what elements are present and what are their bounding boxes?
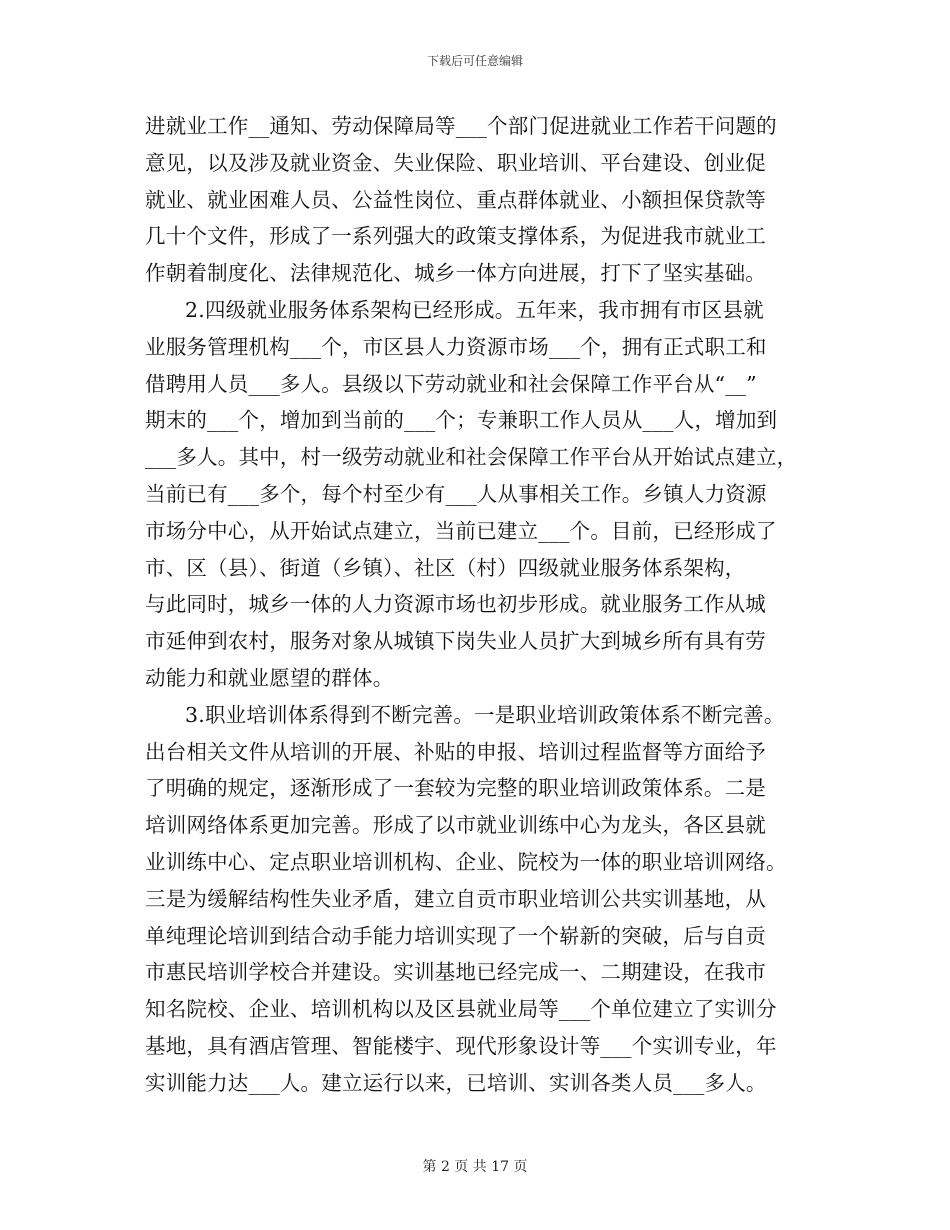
text-line: 就业、就业困难人员、公益性岗位、重点群体就业、小额担保贷款等 [145, 187, 766, 212]
text-line: ___多人。其中，村一级劳动就业和社会保障工作平台从开始试点建立， [145, 445, 798, 470]
text-line: 与此同时，城乡一体的人力资源市场也初步形成。就业服务工作从城 [145, 592, 766, 617]
header-note: 下载后可任意编辑 [426, 54, 523, 68]
text-line: 市场分中心，从开始试点建立，当前已建立___个。目前，已经形成了 [145, 518, 777, 543]
text-line: 意见，以及涉及就业资金、失业保险、职业培训、平台建设、创业促 [145, 150, 766, 175]
text-line: 三是为缓解结构性失业矛盾，建立自贡市职业培训公共实训基地，从 [145, 886, 766, 911]
paragraph-start-line: 2.四级就业服务体系架构已经形成。五年来，我市拥有市区县就 [185, 297, 764, 322]
text-line: 市、区（县）、街道（乡镇）、社区（村）四级就业服务体系架构， [145, 555, 746, 580]
page-number: 第 2 页 共 17 页 [422, 1159, 528, 1175]
text-line: 期末的___个，增加到当前的___个；专兼职工作人员从___人，增加到 [145, 408, 778, 433]
text-line: 几十个文件，形成了一系列强大的政策支撑体系，为促进我市就业工 [145, 224, 766, 249]
text-line: 当前已有___多个，每个村至少有___人从事相关工作。乡镇人力资源 [145, 481, 767, 506]
document-body [145, 108, 813, 1102]
text-line: 市延伸到农村，服务对象从城镇下岗失业人员扩大到城乡所有具有劳 [145, 629, 766, 654]
text-line: 实训能力达___人。建立运行以来，已培训、实训各类人员___多人。 [145, 1070, 767, 1095]
text-line: 动能力和就业愿望的群体。 [145, 665, 394, 690]
text-line: 出台相关文件从培训的开展、补贴的申报、培训过程监督等方面给予 [145, 739, 766, 764]
text-line: 业服务管理机构___个，市区县人力资源市场___个，拥有正式职工和 [145, 334, 767, 359]
text-line: 进就业工作__通知、劳动保障局等___个部门促进就业工作若干问题的 [145, 114, 777, 138]
text-line: 基地，具有酒店管理、智能楼宇、现代形象设计等___个实训专业，年 [145, 1033, 777, 1058]
text-line: 作朝着制度化、法律规范化、城乡一体方向进展，打下了坚实基础。 [145, 261, 766, 286]
paragraph-start-line: 3.职业培训体系得到不断完善。一是职业培训政策体系不断完善。 [185, 702, 785, 727]
text-line: 借聘用人员___多人。县级以下劳动就业和社会保障工作平台从“__” [145, 371, 757, 396]
text-line: 业训练中心、定点职业培训机构、企业、院校为一体的职业培训网络。 [145, 849, 787, 874]
text-line: 培训网络体系更加完善。形成了以市就业训练中心为龙头，各区县就 [145, 813, 766, 838]
text-line: 单纯理论培训到结合动手能力培训实现了一个崭新的突破，后与自贡 [145, 923, 766, 948]
text-line: 了明确的规定，逐渐形成了一套较为完整的职业培训政策体系。二是 [145, 776, 766, 801]
text-line: 市惠民培训学校合并建设。实训基地已经完成一、二期建设，在我市 [145, 960, 766, 985]
text-line: 知名院校、企业、培训机构以及区县就业局等___个单位建立了实训分 [145, 997, 777, 1022]
